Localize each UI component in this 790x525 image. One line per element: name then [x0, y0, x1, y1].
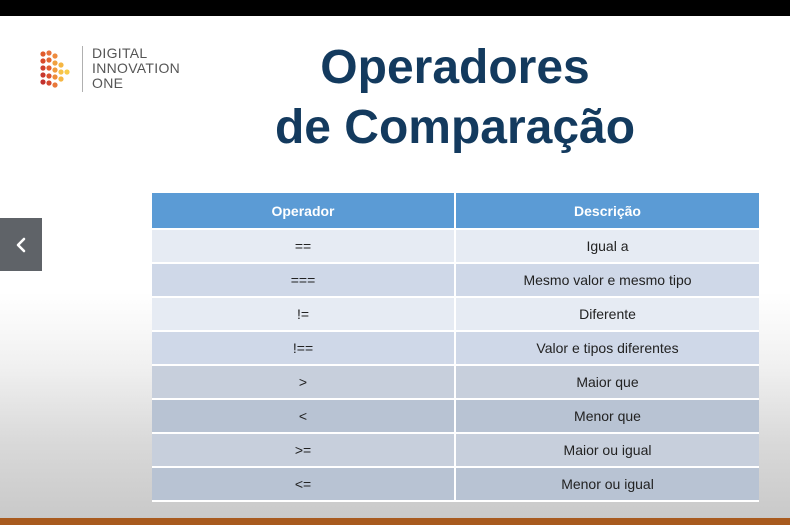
description-cell: Menor ou igual	[455, 467, 759, 501]
operator-cell: ==	[152, 229, 455, 263]
bottom-accent-bar	[0, 518, 790, 525]
table-row	[152, 263, 759, 297]
table-row	[152, 365, 759, 399]
table-row	[152, 467, 759, 501]
description-cell: Menor que	[455, 399, 759, 433]
logo-line-3: ONE	[92, 75, 124, 91]
description-cell: Mesmo valor e mesmo tipo	[455, 263, 759, 297]
description-cell: Valor e tipos diferentes	[455, 331, 759, 365]
title-line-2: de Comparação	[274, 101, 636, 154]
logo-line-2: INNOVATION	[92, 60, 181, 76]
table-row	[152, 229, 759, 263]
chevron-left-icon	[15, 237, 27, 253]
logo-text	[92, 46, 180, 91]
top-bar	[0, 0, 790, 16]
title-line-1: Operadores	[320, 41, 590, 94]
description-cell: Diferente	[455, 297, 759, 331]
description-cell: Igual a	[455, 229, 759, 263]
header-description: Descrição	[455, 193, 759, 229]
operator-cell: <=	[152, 467, 455, 501]
table-row	[152, 297, 759, 331]
logo-line-1: DIGITAL	[92, 45, 148, 61]
table-row	[152, 433, 759, 467]
table-row	[152, 399, 759, 433]
operator-cell: !==	[152, 331, 455, 365]
operator-cell: <	[152, 399, 455, 433]
dots-triangle-icon	[38, 48, 78, 92]
logo-divider	[82, 46, 83, 92]
operators-table	[152, 193, 759, 502]
operator-cell: ===	[152, 263, 455, 297]
logo	[38, 46, 208, 106]
operator-cell: !=	[152, 297, 455, 331]
operator-cell: >	[152, 365, 455, 399]
table-row	[152, 331, 759, 365]
operator-cell: >=	[152, 433, 455, 467]
slide-title	[200, 38, 710, 158]
previous-slide-button[interactable]	[0, 218, 42, 271]
table-header-row	[152, 193, 759, 229]
description-cell: Maior ou igual	[455, 433, 759, 467]
description-cell: Maior que	[455, 365, 759, 399]
header-operator: Operador	[152, 193, 455, 229]
